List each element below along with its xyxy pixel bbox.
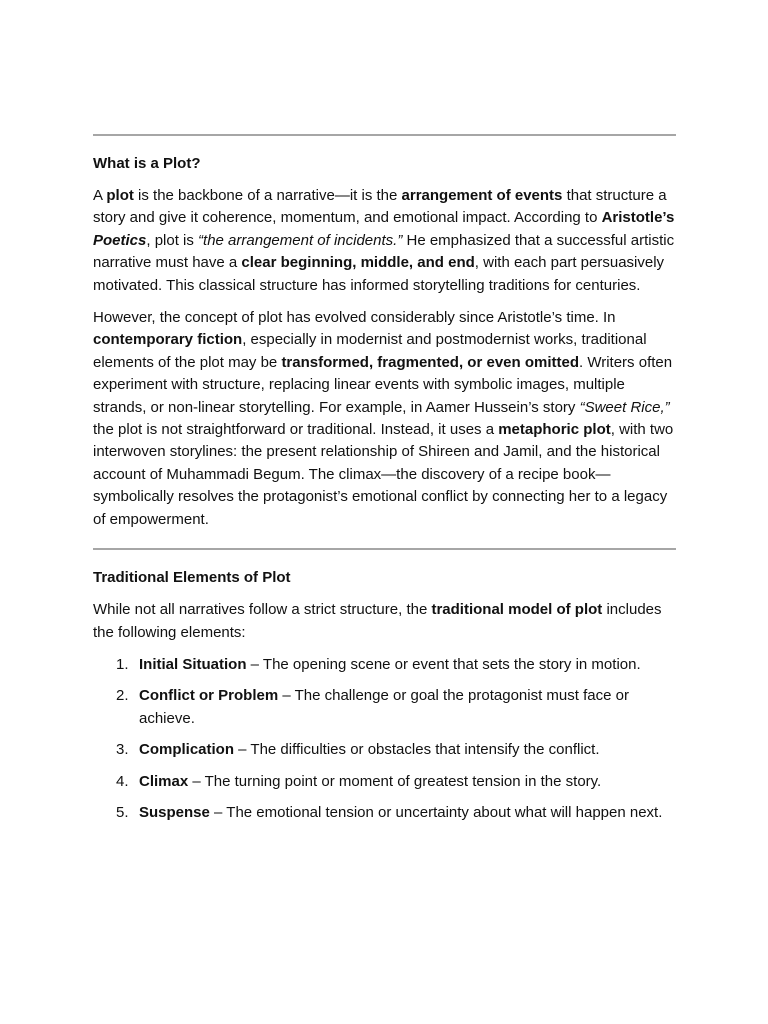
list-item: 3. Complication – The difficulties or obstacles that intensify the conflict. xyxy=(116,741,600,759)
list-item: 4. Climax – The turning point or moment of greatest tension in the story. xyxy=(116,772,602,790)
list-item: 2. Conflict or Problem – The challenge or goal the protagonist must face or achieve. xyxy=(116,687,629,727)
section-divider xyxy=(93,134,676,136)
section-heading-what-is-plot: What is a Plot? xyxy=(93,155,201,172)
paragraph-plot-definition: A plot is the backbone of a narrative—it is the arrangement of events that structure a story and give it coherence, momentum, and emotional impact. According to Aristotle’s Poetics, plot is “the arrangement of incidents.” He emphasized that a successful artistic narrative must have a clear beginning, middle, and end, with each part persuasively motivated. This classical structure has informed storytelling traditions for centuries. xyxy=(93,187,675,294)
section-divider xyxy=(93,548,676,550)
plot-elements-list xyxy=(93,654,676,824)
document-content xyxy=(93,134,676,833)
section-heading-traditional-elements: Traditional Elements of Plot xyxy=(93,569,291,587)
list-item: 1. Initial Situation – The opening scene or event that sets the story in motion. xyxy=(116,655,641,673)
list-item: 5. Suspense – The emotional tension or uncertainty about what will happen next. xyxy=(116,803,663,821)
paragraph-plot-evolution: However, the concept of plot has evolved considerably since Aristotle’s time. In contemporary fiction, especially in modernist and postmodernist works, traditional elements of the plot may be transformed, fragmented, or even omitted. Writers often experiment with structure, replacing linear events with symbolic images, multiple strands, or non-linear storytelling. For example, in Aamer Hussein’s story “Sweet Rice,” the plot is not straightforward or traditional. Instead, it uses a metaphoric plot, with two interwoven storylines: the present relationship of Shireen and Jamil, and the historical account of Muhammadi Begum. The climax—the discovery of a recipe book—symbolically resolves the protagonist’s emotional conflict by connecting her to a legacy of empowerment. xyxy=(93,309,674,528)
paragraph-elements-intro: While not all narratives follow a strict structure, the traditional model of plot includes the following elements: xyxy=(93,601,662,641)
